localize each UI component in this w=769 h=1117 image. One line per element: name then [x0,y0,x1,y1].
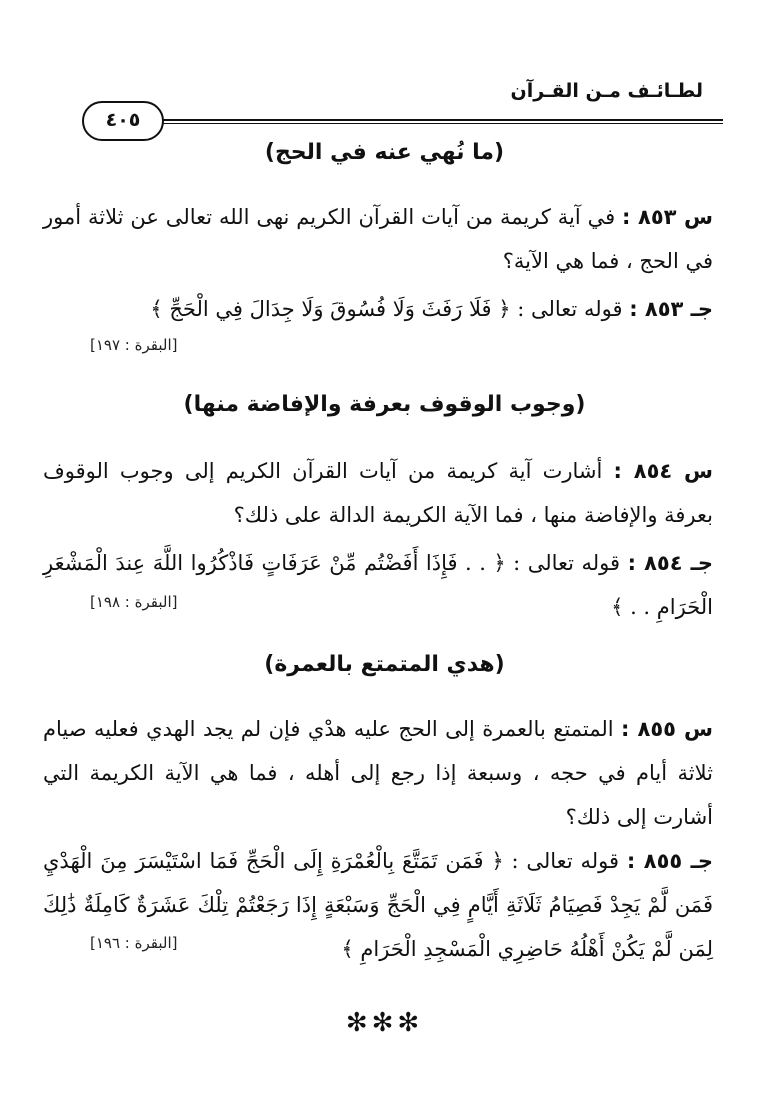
verse-reference: [البقرة : ١٩٧] [90,336,178,354]
question-paragraph [43,449,713,537]
question-text: المتمتع بالعمرة إلى الحج عليه هدْي فإن لم يجد الهدي فعليه صيام ثلاثة أيام في حجه ، وسبعة إذا رجع إلى أهله ، فما هي الآية الكريمة التي أشارت إلى ذلك؟ [43,717,713,829]
question-label: س ٨٥٣ : [622,205,713,229]
question-label: س ٨٥٤ : [613,459,713,483]
answer-verse: قوله تعالى : ﴿ . . فَإِذَا أَفَضْتُم مِّنْ عَرَفَاتٍ فَاذْكُرُوا اللَّهَ عِندَ الْمَشْعَرِ الْحَرَامِ . . ﴾ [43,551,713,619]
question-text: أشارت آية كريمة من آيات القرآن الكريم إلى وجوب الوقوف بعرفة والإفاضة منها ، فما الآية الكريمة الدالة على ذلك؟ [43,459,713,527]
answer-label: جـ ٨٥٥ : [626,849,713,873]
answer-paragraph [43,287,713,331]
header-rule [158,119,723,121]
question-label: س ٨٥٥ : [621,717,713,741]
section-separator: ✻✻✻ [345,1008,424,1038]
page-number: ٤٠٥ [82,101,164,141]
answer-paragraph [43,541,713,629]
verse-reference: [البقرة : ١٩٨] [90,593,178,611]
question-text: في آية كريمة من آيات القرآن الكريم نهى الله تعالى عن ثلاثة أمور في الحج ، فما هي الآية؟ [43,205,713,273]
answer-label: جـ ٨٥٤ : [627,551,713,575]
section-title: (ما نُهي عنه في الحج) [264,140,505,165]
question-paragraph [43,195,713,283]
section-title: (هدي المتمتع بالعمرة) [264,652,505,677]
question-paragraph [43,707,713,839]
section-title: (وجوب الوقوف بعرفة والإفاضة منها) [183,392,586,417]
running-title: لطـائـف مـن القـرآن [510,80,703,102]
verse-reference: [البقرة : ١٩٦] [90,934,178,952]
header-rule-thin [158,123,723,124]
answer-verse: قوله تعالى : ﴿ فَلَا رَفَثَ وَلَا فُسُوقَ وَلَا جِدَالَ فِي الْحَجِّ ﴾ [150,297,623,321]
answer-verse: قوله تعالى : ﴿ فَمَن تَمَتَّعَ بِالْعُمْرَةِ إِلَى الْحَجِّ فَمَا اسْتَيْسَرَ مِنَ الْهَدْيِ فَمَن لَّمْ يَجِدْ فَصِيَامُ ثَلَاثَةِ أَيَّامٍ فِي الْحَجِّ وَسَبْعَةٍ إِذَا رَجَعْتُمْ تِلْكَ عَشَرَةٌ كَامِلَةٌ ذَٰلِكَ لِمَن لَّمْ يَكُنْ أَهْلُهُ حَاضِرِي الْمَسْجِدِ الْحَرَامِ ﴾ [43,849,713,961]
answer-label: جـ ٨٥٣ : [629,297,713,321]
